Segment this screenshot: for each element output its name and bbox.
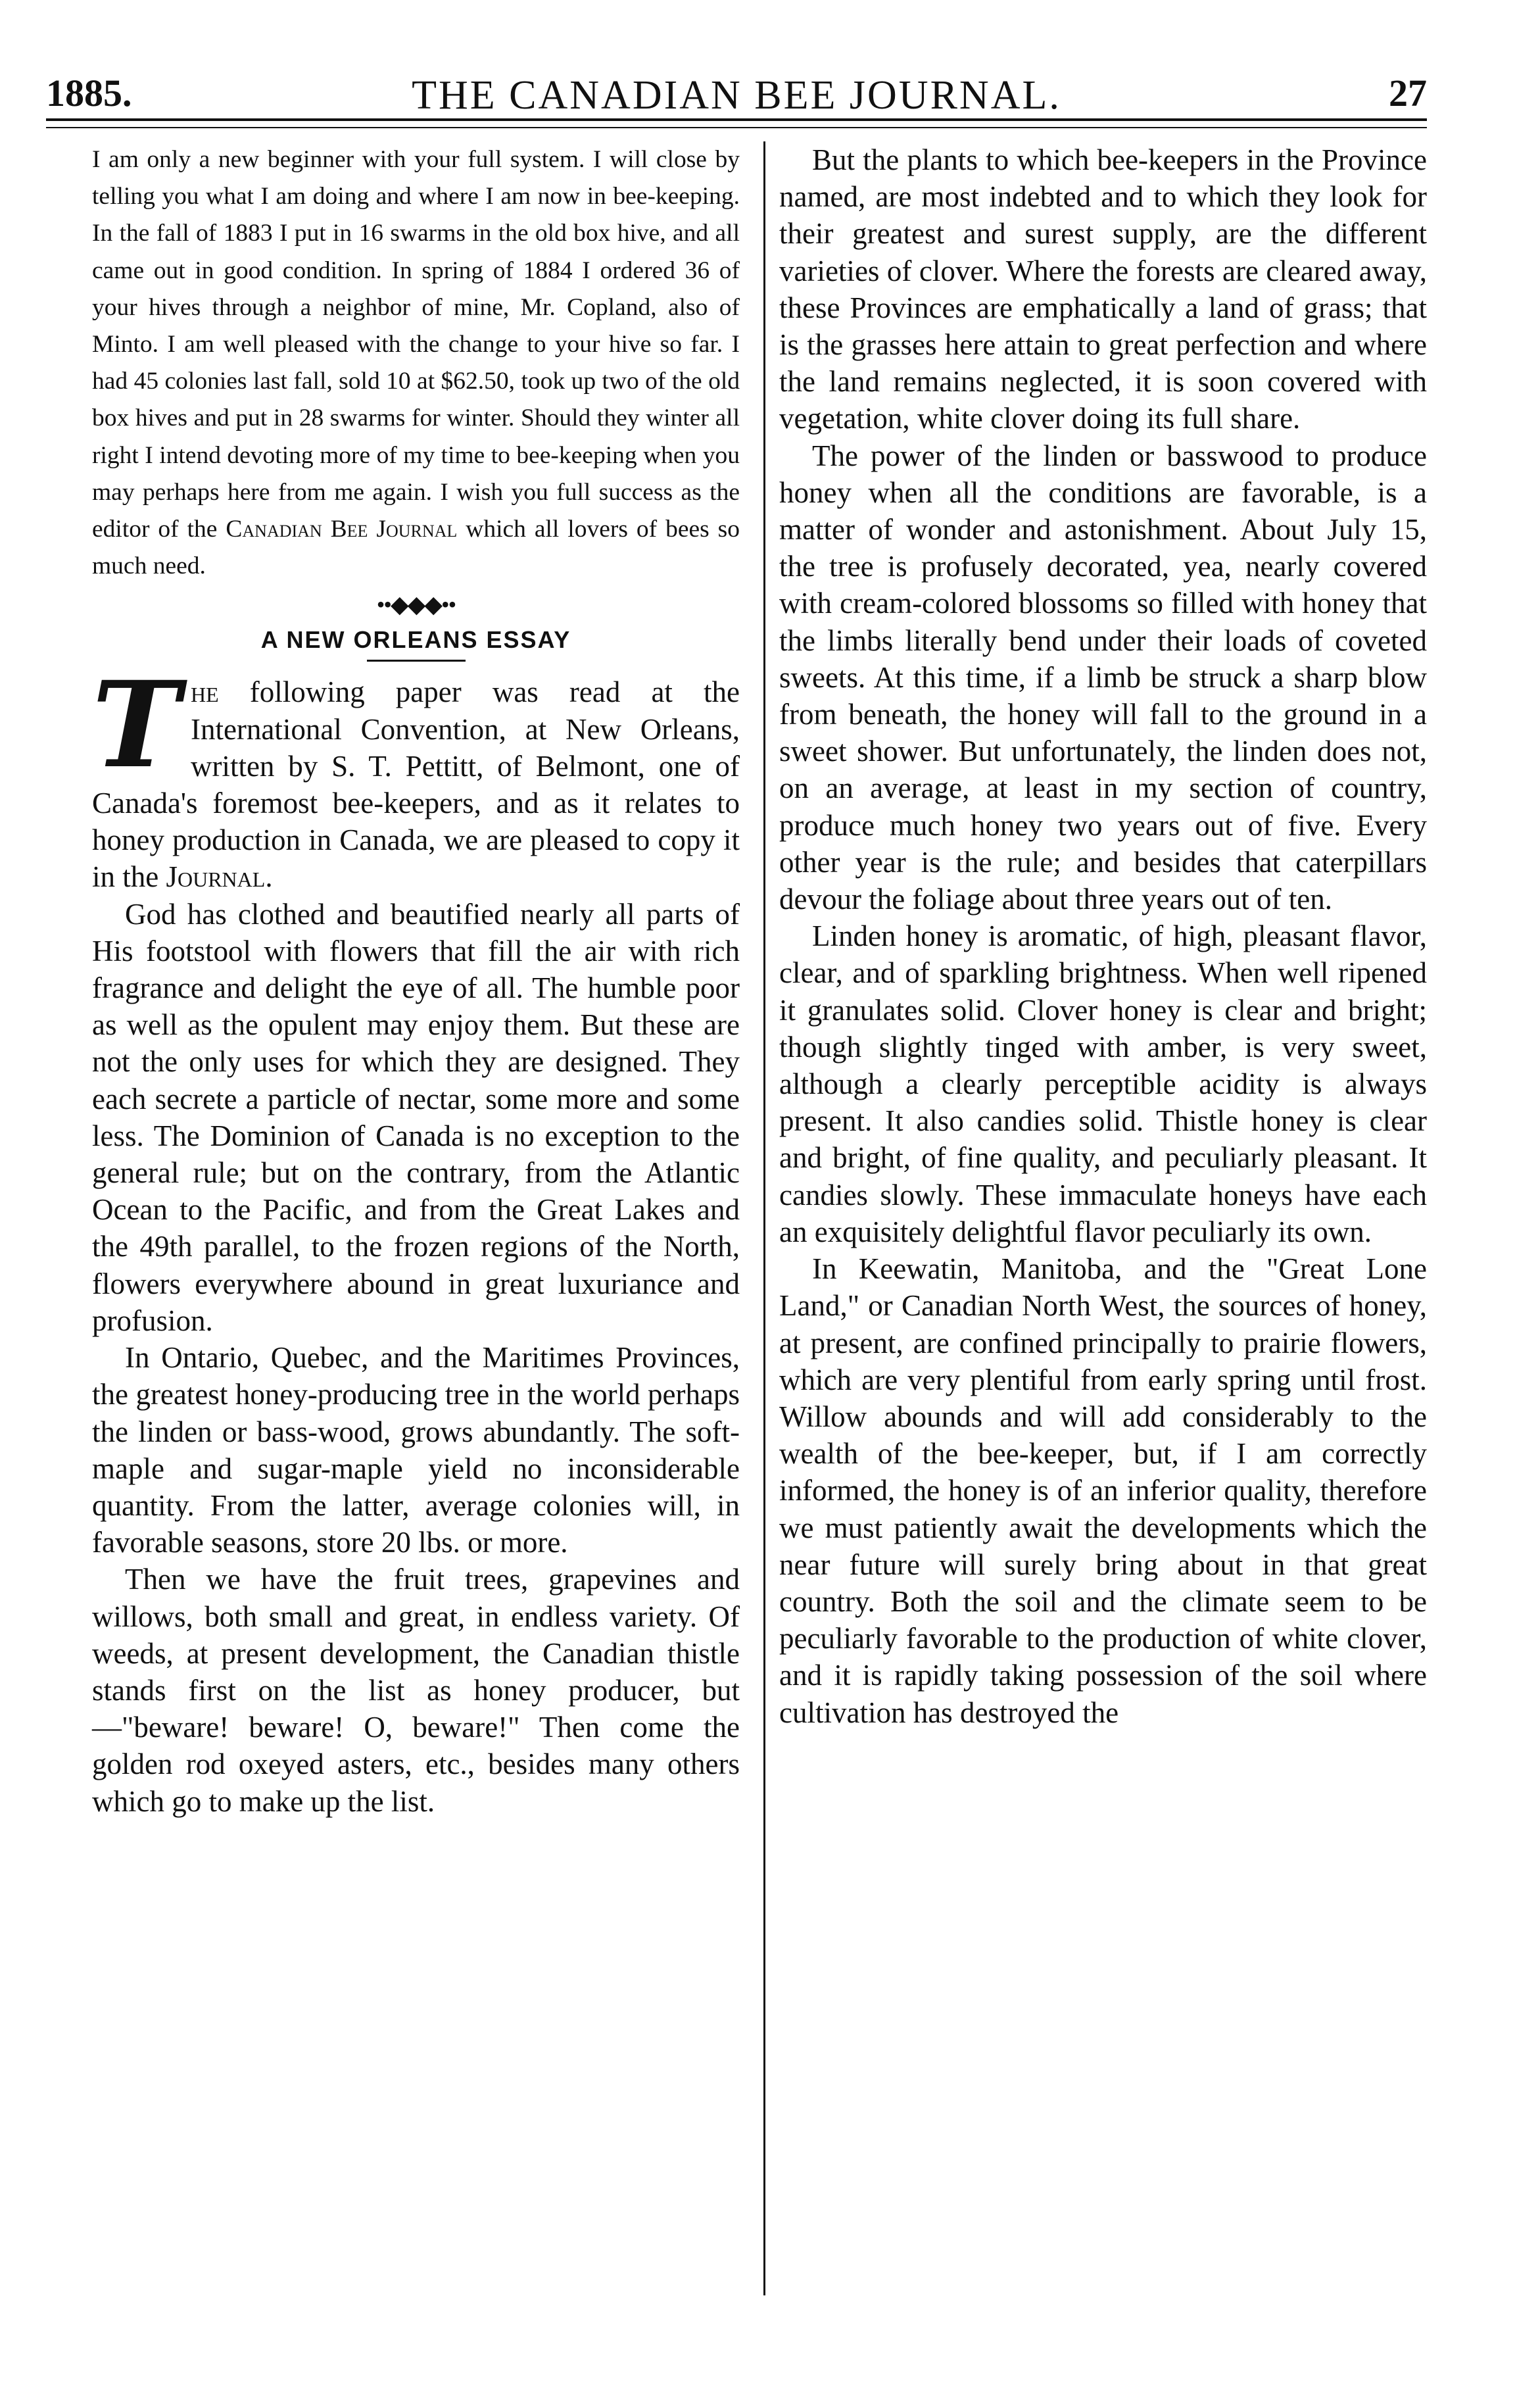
- letter-paragraph: [92, 141, 740, 585]
- letter-journal-name: Canadian Bee Journal: [226, 516, 458, 543]
- header-title: THE CANADIAN BEE JOURNAL.: [412, 73, 1061, 118]
- column-divider: [763, 141, 765, 2295]
- right-column: [779, 141, 1427, 1731]
- intro-end: .: [265, 860, 273, 894]
- left-column: [92, 141, 740, 1820]
- essay-body-right: [779, 141, 1427, 1731]
- essay-paragraph: The power of the linden or basswood to produce honey when all the conditions are favorable, is a matter of wonder and astonishment. About July 15, the tree is profusely decorated, yea, nearly covered with cream-colored blossoms so filled with honey that the limbs literally bend under their loads of coveted sweets. At this time, if a limb be struck a sharp blow from beneath, the honey will fall to the ground in a sweet shower. But unfortunately, the linden does not, on an average, at least in my section of country, produce much honey two years out of five. Every other year is the rule; and besides that caterpillars devour the foliage about three years out of ten.: [779, 439, 1427, 916]
- essay-paragraph: Linden honey is aromatic, of high, pleasant flavor, clear, and of sparkling brightness. When well ripened it granulates solid. Clover honey is clear and bright; though slightly tinged with amber, is very sweet, although a clearly perceptible acidity is always present. It also candies solid. Thistle honey is clear and bright, of fine quality, and peculiarly pleasant. It candies slowly. These immaculate honeys have each an exquisitely delightful flavor peculiarly its own.: [779, 919, 1427, 1248]
- essay-paragraph: God has clothed and beautified nearly all parts of His footstool with flowers that fill the air with rich fragrance and delight the eye of all. The humble poor as well as the opulent may enjoy them. But these are not the only uses for which they are designed. They each secrete a particle of nectar, some more and some less. The Dominion of Canada is no exception to the general rule; but on the contrary, from the Atlantic Ocean to the Pacific, and from the Great Lakes and the 49th parallel, to the frozen regions of the North, flowers everywhere abound in great luxuriance and profusion.: [92, 897, 740, 1337]
- header-rule-thin: [46, 127, 1427, 128]
- essay-heading: A NEW ORLEANS ESSAY: [260, 626, 571, 654]
- essay-paragraph: Then we have the fruit trees, grapevines and willows, both small and great, in endless variety. Of weeds, at present development, the Canadian thistle stands first on the list as honey producer, but—"beware! beware! O, beware!" Then come the golden rod oxeyed asters, etc., besides many others which go to make up the list.: [92, 1563, 740, 1818]
- header-rule-thick: [46, 118, 1427, 121]
- essay-intro: [92, 656, 740, 895]
- essay-body-left: [92, 656, 740, 1819]
- intro-text: following paper was read at the International Convention, at New Orleans, written by S. T. Pettitt, of Belmont, one of Canada's foremost bee-keepers, and as it relates to honey production in Canada, we are pleased to copy it in the: [92, 675, 740, 894]
- intro-journal-name: Journal: [166, 860, 266, 894]
- essay-paragraph: In Ontario, Quebec, and the Maritimes Provinces, the greatest honey-producing tree in the world perhaps the linden or bass-wood, grows abundantly. The soft-maple and sugar-maple yield no inconsiderable quantity. From the latter, average colonies will, in favorable seasons, store 20 lbs. or more.: [92, 1341, 740, 1559]
- header-year: 1885.: [46, 72, 132, 114]
- page-header: [46, 66, 1427, 125]
- header-page-number: 27: [1389, 72, 1427, 114]
- letter-text-start: I am only a new beginner with your full system. I will close by telling you what I am doing and where I am now in bee-keeping. In the fall of 1883 I put in 16 swarms in the old box hive, and all came out in good condition. In spring of 1884 I ordered 36 of your hives through a neighbor of mine, Mr. Copland, also of Minto. I am well pleased with the change to your hive so far. I had 45 colonies last fall, sold 10 at $62.50, took up two of the old box hives and put in 28 swarms for winter. Should they winter all right I intend devoting more of my time to bee-keeping when you may perhaps here from me again. I wish you full success as the editor of the: [92, 146, 740, 543]
- essay-paragraph: In Keewatin, Manitoba, and the "Great Lone Land," or Canadian North West, the sources of honey, at present, are confined principally to prairie flowers, which are very plentiful from early spring until frost. Willow abounds and will add considerably to the wealth of the bee-keeper, but, if I am correctly informed, the honey is of an inferior quality, therefore we must patiently await the developments which the near future will surely bring about in that great country. Both the soil and the climate seem to be peculiarly favorable to the production of white clover, and it is rapidly taking possession of the soil where cultivation has destroyed the: [779, 1252, 1427, 1729]
- section-separator: ••◆◆◆••: [376, 591, 456, 618]
- heading-rule: [367, 660, 466, 662]
- essay-paragraph: But the plants to which bee-keepers in the Province named, are most indebted and to which they look for their greatest and surest supply, are the different varieties of clover. Where the forests are cleared away, these Provinces are emphatically a land of grass; that is the grasses here attain to great perfection and where the land remains neglected, it is soon covered with vegetation, white clover doing its full share.: [779, 143, 1427, 435]
- drop-cap-letter: T: [92, 656, 180, 795]
- intro-lead-word: he: [190, 675, 219, 709]
- letter-text-end: which all lovers of bees so much need.: [92, 516, 740, 580]
